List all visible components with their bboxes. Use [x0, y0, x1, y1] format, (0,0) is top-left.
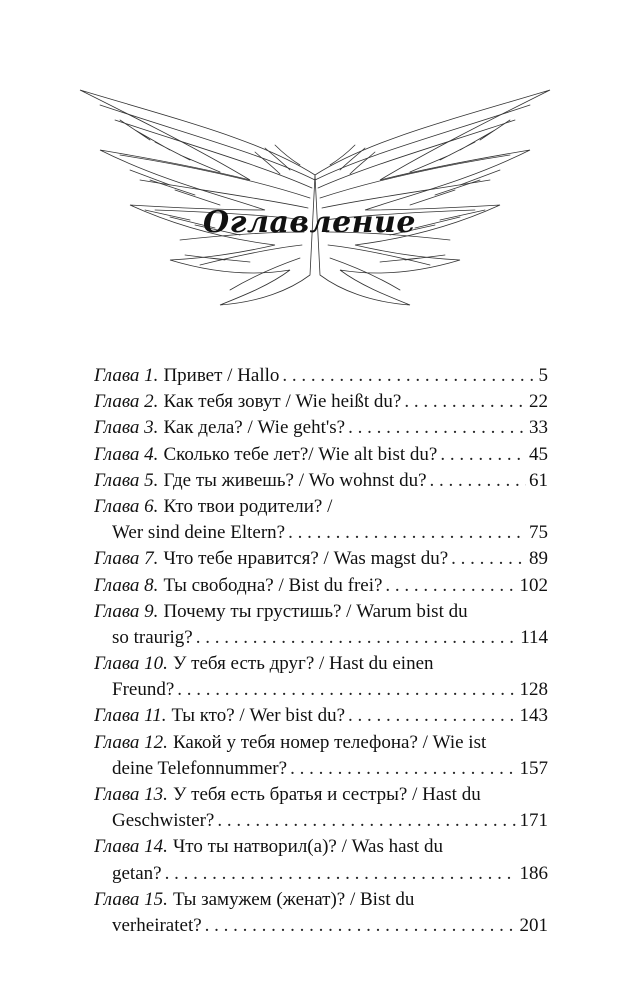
chapter-title: Ты свободна? / Bist du frei?: [163, 574, 383, 596]
toc-entry: [94, 442, 548, 468]
dot-leader: [217, 808, 516, 834]
page-number: 114: [520, 626, 548, 648]
page-number: 75: [529, 522, 548, 544]
dot-leader: [385, 573, 516, 599]
chapter-title: Сколько тебе лет?/ Wie alt bist du?: [163, 443, 438, 465]
chapter-title: Как тебя зовут / Wie heißt du?: [163, 391, 402, 413]
dot-leader: [451, 546, 526, 572]
dot-leader: [348, 703, 516, 729]
chapter-label: Глава 3.: [94, 417, 159, 439]
toc-entry: [94, 415, 548, 441]
chapter-title: Привет / Hallo: [163, 365, 280, 386]
page-number: 102: [519, 574, 548, 596]
toc-entry: [94, 389, 548, 415]
page-number: 128: [519, 679, 548, 701]
chapter-title: Как дела? / Wie geht's?: [163, 417, 346, 439]
toc-line: [94, 415, 548, 441]
chapter-label: Глава 5.: [94, 469, 159, 491]
chapter-title: Что ты натворил(а)? / Was hast du: [172, 836, 443, 858]
chapter-title: Кто твои родители? /: [163, 495, 333, 517]
dot-leader: [348, 415, 526, 441]
toc-line: [94, 363, 548, 389]
page-number: 201: [519, 914, 548, 936]
page-number: 45: [529, 443, 548, 465]
chapter-title: Где ты живешь? / Wo wohnst du?: [163, 469, 427, 491]
toc-entry: [94, 834, 548, 886]
toc-line: [94, 599, 548, 625]
dot-leader: [290, 756, 516, 782]
toc-line: [94, 625, 548, 651]
dot-leader: [205, 913, 517, 939]
page-number: 5: [538, 365, 548, 386]
toc-entry: [94, 468, 548, 494]
toc-entry: [94, 363, 548, 389]
right-wing-icon: [315, 90, 550, 305]
toc-line: [94, 651, 548, 677]
toc-line: [94, 756, 548, 782]
chapter-label: Глава 8.: [94, 574, 159, 596]
chapter-label: Глава 13.: [94, 784, 168, 805]
chapter-title: Ты кто? / Wer bist du?: [171, 705, 346, 727]
chapter-label: Глава 2.: [94, 391, 159, 413]
chapter-title: Wer sind deine Eltern?: [112, 522, 286, 544]
page-number: 157: [519, 757, 548, 779]
chapter-label: Глава 7.: [94, 548, 159, 570]
toc-line: [94, 834, 548, 860]
chapter-label: Глава 12.: [94, 731, 168, 753]
dot-leader: [177, 677, 516, 703]
page-number: 143: [519, 705, 548, 727]
table-of-contents: [94, 363, 548, 939]
toc-line: [94, 389, 548, 415]
toc-entry: [94, 494, 548, 546]
toc-entry: [94, 651, 548, 703]
chapter-label: Глава 10.: [94, 653, 168, 675]
page-number: 186: [519, 862, 548, 884]
toc-line: [94, 442, 548, 468]
toc-entry: [94, 599, 548, 651]
dot-leader: [165, 861, 517, 887]
chapter-label: Глава 15.: [94, 888, 168, 910]
chapter-label: Глава 1.: [94, 365, 159, 386]
toc-line: [94, 887, 548, 913]
left-wing-icon: [80, 90, 315, 305]
toc-entry: [94, 573, 548, 599]
chapter-title: so traurig?: [112, 626, 193, 648]
chapter-label: Глава 9.: [94, 600, 159, 622]
toc-line: [94, 861, 548, 887]
chapter-label: Глава 4.: [94, 443, 159, 465]
toc-entry: [94, 546, 548, 572]
toc-line: [94, 913, 548, 939]
toc-entry: [94, 782, 548, 834]
page-number: 61: [529, 469, 548, 491]
page-title: Оглавление: [203, 205, 416, 240]
toc-line: [94, 494, 548, 520]
page-number: 33: [529, 417, 548, 439]
chapter-title: verheiratet?: [112, 914, 202, 936]
toc-entry: [94, 703, 548, 729]
toc-line: [94, 677, 548, 703]
dot-leader: [404, 389, 526, 415]
chapter-title: Почему ты грустишь? / Warum bist du: [163, 600, 468, 622]
chapter-title: Ты замужем (женат)? / Bist du: [172, 888, 415, 910]
chapter-label: Глава 11.: [94, 705, 167, 727]
toc-line: [94, 520, 548, 546]
toc-entry: [94, 730, 548, 782]
chapter-title: Какой у тебя номер телефона? / Wie ist: [172, 731, 487, 753]
chapter-title: У тебя есть братья и сестры? / Hast du: [172, 784, 481, 805]
toc-line: [94, 730, 548, 756]
dot-leader: [430, 468, 527, 494]
page-number: 89: [529, 548, 548, 570]
toc-line: [94, 573, 548, 599]
chapter-label: Глава 6.: [94, 495, 159, 517]
dot-leader: [440, 442, 526, 468]
toc-line: [94, 703, 548, 729]
toc-line: [94, 468, 548, 494]
dot-leader: [196, 625, 517, 651]
toc-line: [94, 808, 548, 834]
chapter-title: Freund?: [112, 679, 175, 701]
page-number: 22: [529, 391, 548, 413]
chapter-title: У тебя есть друг? / Hast du einen: [172, 653, 434, 675]
chapter-title: Geschwister?: [112, 810, 215, 832]
toc-line: [94, 782, 548, 808]
chapter-title: Что тебе нравится? / Was magst du?: [163, 548, 449, 570]
chapter-title: deine Telefonnummer?: [112, 757, 288, 779]
toc-line: [94, 546, 548, 572]
chapter-label: Глава 14.: [94, 836, 168, 858]
dot-leader: [282, 363, 535, 389]
dot-leader: [288, 520, 526, 546]
chapter-title: getan?: [112, 862, 162, 884]
toc-entry: [94, 887, 548, 939]
page-number: 171: [519, 810, 548, 832]
